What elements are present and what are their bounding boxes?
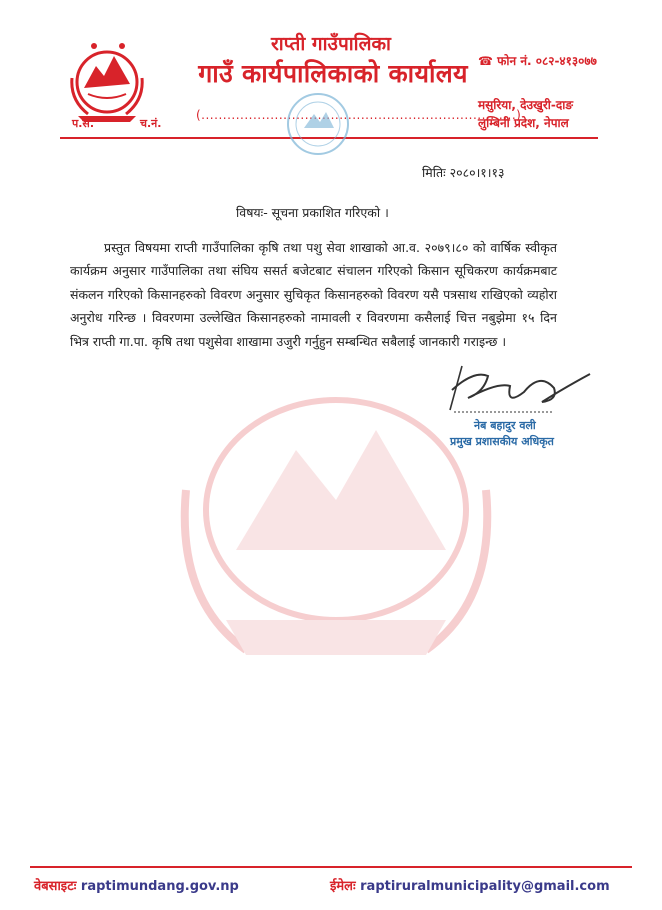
- dotted-field: (.........................................................................): [196, 108, 522, 122]
- email-label: ईमेलः: [330, 879, 356, 894]
- address-line-1: मसुरिया, देउखुरी-दाङ: [478, 98, 573, 112]
- footer-divider: [30, 866, 632, 868]
- phone-number: ☎ फोन नं. ०८२-४१३०७७: [478, 54, 597, 68]
- email-link[interactable]: raptiruralmunicipality@gmail.com: [360, 879, 610, 894]
- dispatch-number-label: च.नं.: [140, 117, 162, 130]
- letter-subject: विषयः- सूचना प्रकाशित गरिएको ।: [236, 205, 389, 220]
- signatory-name: नेब बहादुर वली: [474, 419, 536, 432]
- watermark-emblem-icon: [156, 380, 516, 670]
- office-name: गाउँ कार्यपालिकाको कार्यालय: [198, 59, 468, 88]
- signature-icon: [444, 352, 594, 418]
- reference-number-label: प.सं.: [72, 117, 95, 130]
- municipality-name: राप्ती गाउँपालिका: [271, 33, 391, 55]
- website-label: वेबसाइटः: [34, 879, 77, 894]
- email: [330, 876, 610, 894]
- letter-date: मितिः २०८०।१।१३: [422, 165, 505, 180]
- website: [34, 876, 239, 894]
- letter-body: प्रस्तुत विषयमा राप्ती गाउँपालिका कृषि तथा पशु सेवा शाखाको आ.व. २०७९।८० को वार्षिक स्वीकृत कार्यक्रम अनुसार गाउँपालिका तथा संघिय ससर्त बजेटबाट संचालन गरिएको किसान सूचिकरण कार्यक्रमबाट संकलन गरिएको किसानहरुको विवरण अनुसार सुचिकृत किसानहरुको विवरण यसै पत्रसाथ राखिएको व्यहोरा अनुरोध गरिन्छ । विवरणमा उल्लेखित किसानहरुको नामावली र विवरणमा कसैलाई चित्त नबुझेमा १५ दिन भित्र राप्ती गा.पा. कृषि तथा पशुसेवा शाखामा उजुरी गर्नुहुन सम्बन्धित सबैलाई जानकारी गराइन्छ ।: [70, 240, 557, 349]
- office-stamp-icon: [268, 84, 368, 174]
- signatory-role: प्रमुख प्रशासकीय अधिकृत: [450, 435, 554, 448]
- website-link[interactable]: raptimundang.gov.np: [80, 879, 239, 894]
- address-line-2: लुम्बिनी प्रदेश, नेपाल: [478, 116, 569, 130]
